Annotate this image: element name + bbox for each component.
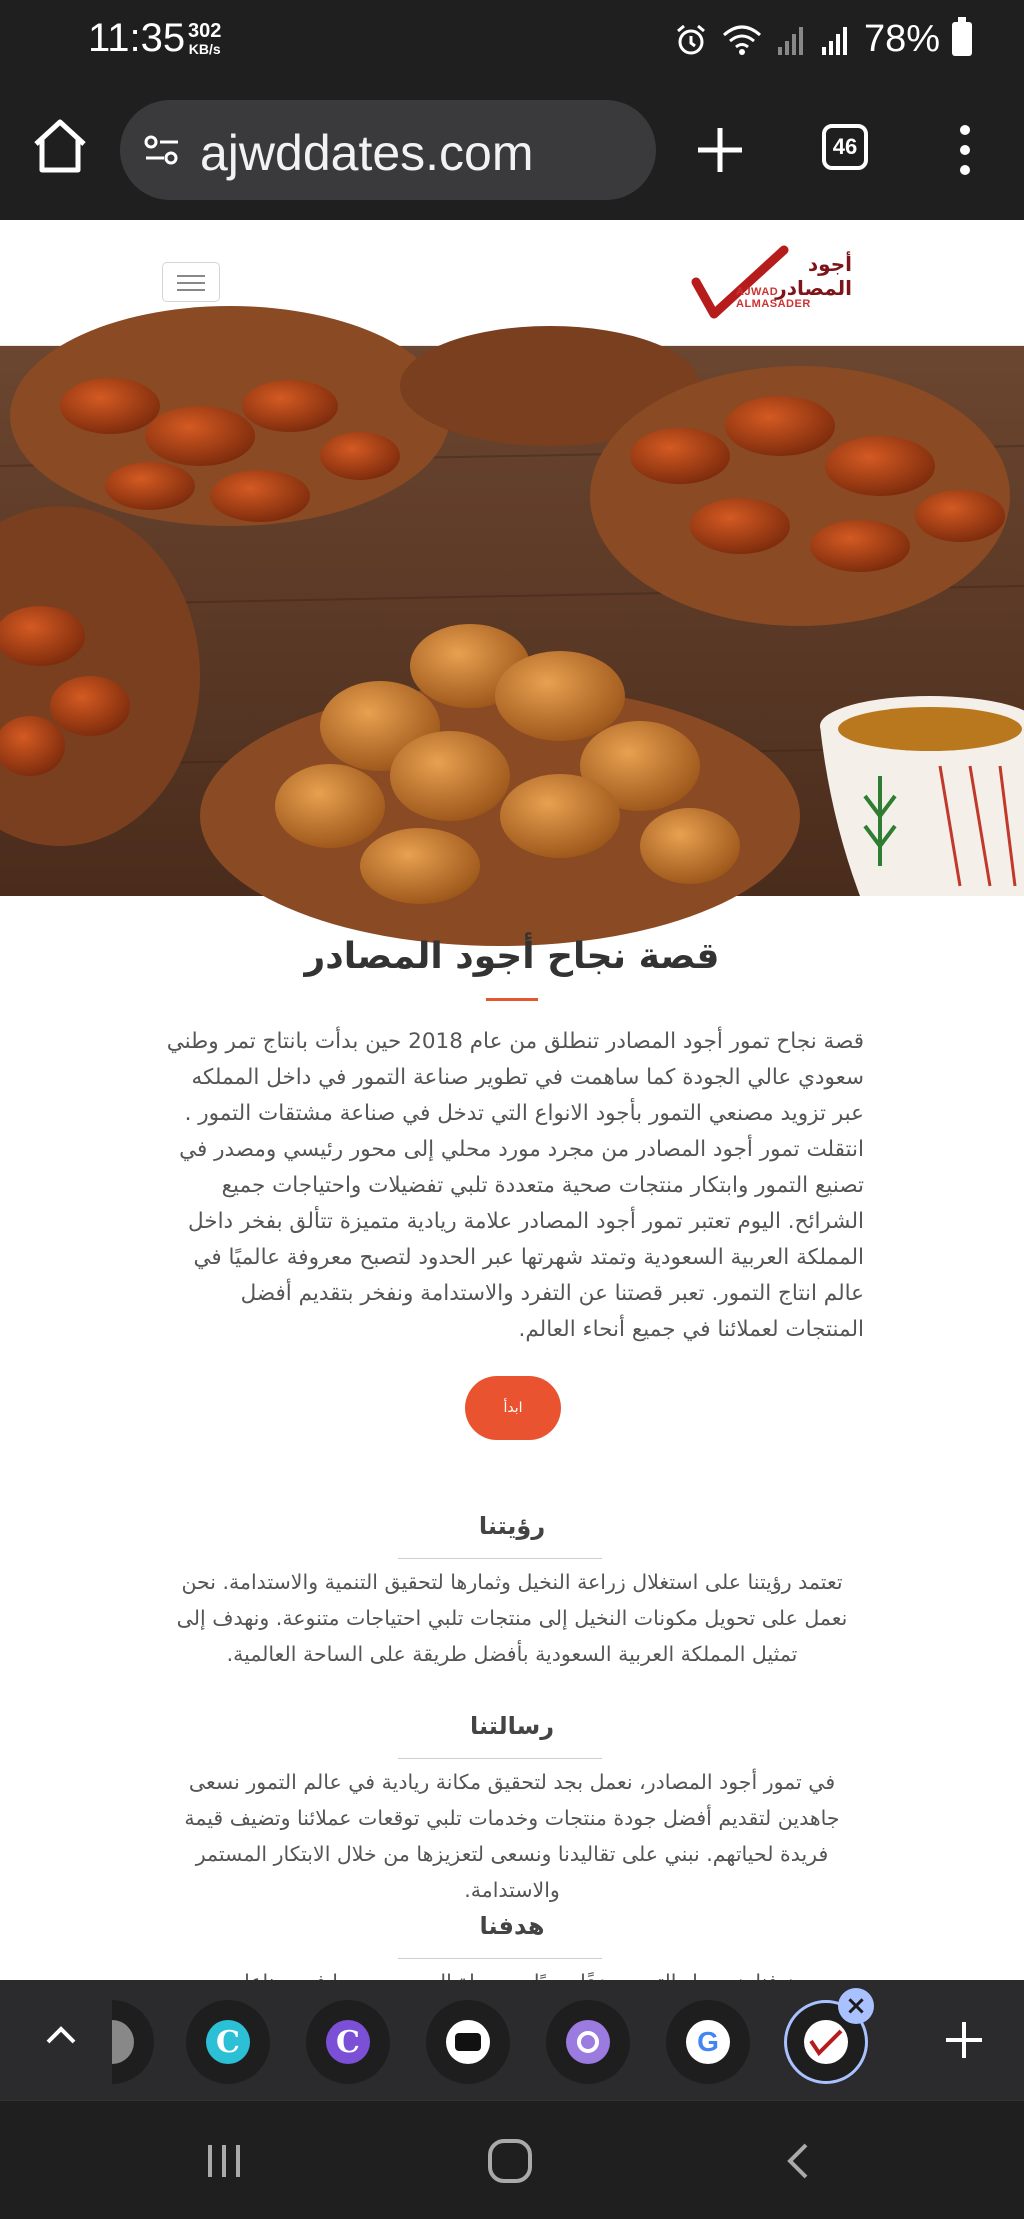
- chevron-up-icon[interactable]: [44, 2016, 78, 2056]
- tab-count-button[interactable]: 46: [822, 124, 868, 170]
- speed-value: 302: [188, 20, 222, 42]
- signal-icon-1: [776, 23, 806, 57]
- vision-title: رؤيتنا: [478, 1512, 546, 1540]
- status-time: 11:35: [88, 16, 186, 60]
- address-bar[interactable]: [120, 100, 656, 200]
- recent-apps-icon[interactable]: [204, 2141, 244, 2181]
- new-tab-icon[interactable]: [692, 122, 748, 178]
- vision-divider: [398, 1558, 602, 1559]
- podcast-app-icon[interactable]: [546, 2000, 630, 2084]
- vision-text: تعتمد رؤيتنا على استغلال زراعة النخيل وثمارها لتحقيق التنمية والاستدامة. نحن نعمل على تحويل مكونات النخيل إلى منتجات تلبي احتياجات متنوعة. ونهدف إلى تمثيل المملكة العربية السعودية بأفضل طريقة على الساحة العالمية.: [176, 1570, 848, 1666]
- alarm-icon: [674, 23, 708, 57]
- logo-text-en: AJWAD ALMASADER: [736, 286, 811, 310]
- site-settings-icon[interactable]: [142, 130, 182, 170]
- add-icon[interactable]: [942, 2018, 986, 2062]
- home-icon[interactable]: [28, 114, 92, 178]
- hamburger-menu-icon[interactable]: [162, 262, 220, 302]
- start-button[interactable]: ابدأ: [465, 1376, 561, 1440]
- canva-icon-2[interactable]: C: [306, 2000, 390, 2084]
- video-app-icon[interactable]: [426, 2000, 510, 2084]
- story-title: قصة نجاح أجود المصادر: [304, 936, 720, 977]
- status-icons: [674, 18, 940, 61]
- more-menu-icon[interactable]: [950, 120, 980, 180]
- battery-icon: [952, 22, 972, 56]
- site-logo[interactable]: [692, 242, 852, 324]
- mission-title: رسالتنا: [469, 1712, 555, 1740]
- signal-icon-2: [820, 23, 850, 57]
- tray-app-partial[interactable]: [70, 2000, 154, 2084]
- web-page: [0, 220, 1024, 1980]
- speed-unit: KB/s: [188, 41, 221, 57]
- home-nav-icon[interactable]: [486, 2137, 534, 2185]
- mission-divider: [398, 1758, 602, 1759]
- status-bar: [0, 0, 1024, 84]
- mission-text: في تمور أجود المصادر، نعمل بجد لتحقيق مكانة ريادية في عالم التمور نسعى جاهدين لتقديم أفضل جودة منتجات وخدمات تلبي توقعات عملائنا وتضيف قيمة فريدة لحياتهم. نبني على تقاليدنا ونسعى لتعزيزها من خلال الابتكار المستمر والاستدامة.: [184, 1770, 840, 1902]
- browser-toolbar: [0, 84, 1024, 220]
- url-text[interactable]: ajwddates.com: [200, 125, 534, 181]
- app-tray: [0, 1980, 1024, 2100]
- title-divider: [486, 998, 538, 1001]
- logo-text-ar: أجود المصادر: [775, 252, 852, 300]
- close-icon[interactable]: ×: [838, 1988, 874, 2024]
- google-icon[interactable]: G: [666, 2000, 750, 2084]
- wifi-icon: [722, 23, 762, 57]
- hero-image: [0, 346, 1024, 896]
- back-icon[interactable]: [782, 2141, 812, 2181]
- goal-title: هدفنا: [479, 1912, 545, 1940]
- system-nav-bar: [0, 2100, 1024, 2219]
- battery-percent: 78%: [863, 18, 940, 60]
- goal-divider: [398, 1958, 602, 1959]
- canva-icon[interactable]: C: [186, 2000, 270, 2084]
- story-text: قصة نجاح تمور أجود المصادر تنطلق من عام 2018 حين بدأت بانتاج تمر وطني سعودي عالي الجودة كما ساهمت في تطوير صناعة التمور في داخل المملكه عبر تزويد مصنعي التمور بأجود الانواع التي تدخل في صناعة مشتقات التمور . انتقلت تمور أجود المصادر من مجرد مورد محلي إلى محور رئيسي ومصدر في تصنيع التمور وابتكار منتجات صحية متعددة تلبي تفضيلات واحتياجات جميع الشرائح. اليوم تعتبر تمور أجود المصادر علامة ريادية متميزة تتألق بفخر داخل المملكة العربية السعودية وتمتد شهرتها عبر الحدود لتصبح معروفة عالميًا في عالم انتاج التمور. تعبر قصتنا عن التفرد والاستدامة ونفخر بتقديم أفضل المنتجات لعملائنا في جميع أنحاء العالم.: [166, 1029, 864, 1342]
- network-speed: [188, 22, 221, 58]
